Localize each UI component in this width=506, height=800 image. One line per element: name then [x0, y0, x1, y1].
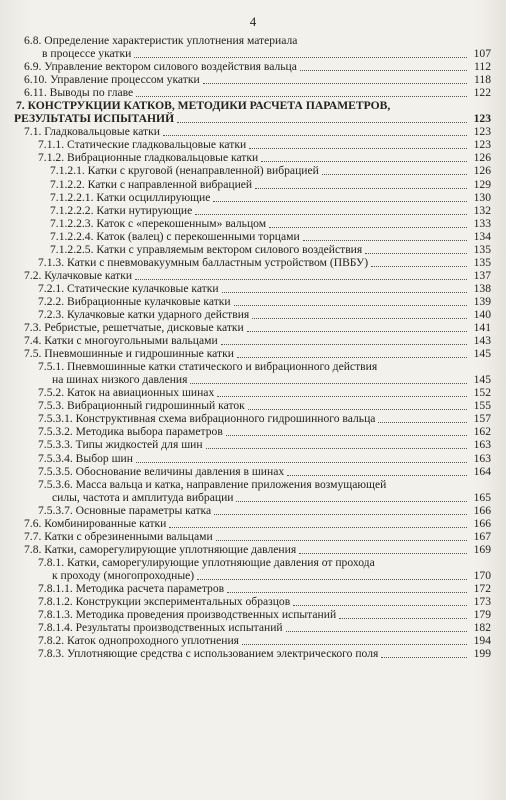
toc-entry-title: 6.10. Управление процессом укатки: [24, 73, 200, 87]
toc-entry-title: 7.1. Гладковальцовые катки: [24, 125, 160, 139]
toc-entry-page: 157: [473, 412, 491, 426]
toc-entry-title: 7.2.3. Кулачковые катки ударного действия: [38, 307, 250, 321]
toc-entry-page: 123: [473, 112, 491, 126]
toc-entry-title: 7.3. Ребристые, решетчатые, дисковые катки: [24, 321, 244, 335]
toc-entry-page: 145: [473, 347, 491, 361]
toc-entry: [0, 204, 506, 217]
toc-entry: [0, 86, 506, 99]
toc-entry-title: 7.1.2.2.4. Каток (валец) с перекошенными торцами: [50, 229, 300, 243]
toc-entry-page: 140: [473, 307, 491, 321]
toc-dot-leader: [303, 230, 467, 241]
toc-dot-leader: [190, 373, 467, 384]
toc-dot-leader: [339, 608, 467, 619]
toc-entry-page: 173: [473, 595, 491, 609]
toc-entry-page: 112: [474, 60, 491, 74]
toc-dot-leader: [293, 595, 467, 606]
toc-entry: [0, 647, 506, 660]
toc-entry-page: 107: [473, 47, 491, 61]
toc-entry: [0, 282, 506, 295]
toc-entry-title: 7.8. Катки, саморегулирующие уплотняющие давления: [24, 542, 297, 556]
toc-entry-page: 126: [473, 151, 491, 165]
toc-entry: [0, 73, 506, 86]
toc-entry-title: 7.5.3.7. Основные параметры катка: [38, 503, 212, 517]
toc-entry: [0, 321, 506, 334]
toc-entry-page: 133: [473, 216, 491, 230]
toc-entry: [0, 530, 506, 543]
toc-entry-title: 7.8.1. Катки, саморегулирующие уплотняющие давления от прохода: [38, 555, 375, 569]
toc-entry-title: 7.1.2. Вибрационные гладковальцовые катки: [38, 151, 259, 165]
toc-entry-page: 143: [473, 334, 491, 348]
toc-entry-page: 129: [473, 177, 491, 191]
toc-dot-leader: [134, 47, 467, 58]
toc-entry-page: 169: [473, 542, 491, 556]
toc-dot-leader: [203, 73, 467, 84]
page-number: 4: [249, 14, 257, 29]
toc-entry: [0, 347, 506, 360]
toc-entry: [0, 360, 506, 373]
toc-entry-title: 7.1.1. Статические гладковальцовые катки: [38, 138, 247, 152]
toc-entry-page: 126: [473, 164, 491, 178]
toc-entry: [0, 491, 506, 504]
toc-entry-title: 7.5.2. Каток на авиационных шинах: [38, 386, 215, 400]
toc-dot-leader: [227, 582, 467, 593]
toc-entry: [0, 478, 506, 491]
toc-entry-title: 6.9. Управление вектором силового воздействия вальца: [24, 60, 297, 74]
toc-entry-title: 7.7. Катки с обрезиненными вальцами: [24, 529, 213, 543]
toc-entry-title: 7.8.1.3. Методика проведения производственных испытаний: [38, 608, 337, 622]
toc-entry-page: 155: [473, 399, 491, 413]
toc-dot-leader: [242, 634, 467, 645]
toc-entry: [0, 47, 506, 60]
toc-entry-title: РЕЗУЛЬТАТЫ ИСПЫТАНИЙ: [14, 112, 175, 126]
toc-entry-title: 7.5.3.4. Выбор шин: [38, 451, 133, 465]
toc-entry: [0, 425, 506, 438]
toc-dot-leader: [286, 621, 467, 632]
toc-entry-page: 137: [473, 268, 491, 282]
toc-dot-leader: [177, 112, 467, 123]
toc-entry-title: 7.8.1.1. Методика расчета параметров: [38, 581, 225, 595]
toc-entry: [0, 556, 506, 569]
toc-entry-page: 130: [473, 190, 491, 204]
toc-entry-title: 7.1.2.2.1. Катки осциллирующие: [50, 190, 211, 204]
toc-entry-page: 139: [473, 294, 491, 308]
toc-entry: [0, 99, 506, 112]
toc-entry: [0, 386, 506, 399]
toc-entry-title: 7.1.2.2.3. Каток с «перекошенным» вальцом: [50, 216, 267, 230]
toc-entry-title: 7.8.1.4. Результаты производственных испытаний: [38, 621, 283, 635]
toc-entry: [0, 543, 506, 556]
toc-dot-leader: [322, 164, 467, 175]
toc-dot-leader: [236, 491, 467, 502]
toc-entry: [0, 621, 506, 634]
toc-entry-page: 123: [473, 125, 491, 139]
toc-dot-leader: [287, 465, 467, 476]
toc-dot-leader: [269, 217, 467, 228]
toc-entry-page: 123: [473, 138, 491, 152]
toc-dot-leader: [381, 647, 467, 658]
toc-entry-page: 122: [473, 86, 491, 100]
toc-dot-leader: [214, 504, 467, 515]
toc-entry: [0, 452, 506, 465]
toc-entry-title: 7.1.2.2.2. Катки нутирующие: [50, 203, 193, 217]
toc-entry-page: 135: [473, 242, 491, 256]
table-of-contents: [0, 34, 506, 660]
toc-entry-page: 152: [473, 386, 491, 400]
toc-entry: [0, 230, 506, 243]
toc-entry-title: 7. КОНСТРУКЦИИ КАТКОВ, МЕТОДИКИ РАСЧЕТА ПАРАМЕТРОВ,: [16, 99, 391, 113]
toc-dot-leader: [163, 125, 467, 136]
toc-entry-title: 7.8.3. Уплотняющие средства с использованием электрического поля: [38, 647, 379, 661]
toc-dot-leader: [234, 295, 467, 306]
toc-entry-title: 7.1.2.2. Катки с направленной вибрацией: [50, 177, 253, 191]
toc-entry: [0, 60, 506, 73]
toc-entry-title: 7.5. Пневмошинные и гидрошинные катки: [24, 347, 234, 361]
toc-dot-leader: [213, 191, 467, 202]
toc-dot-leader: [299, 543, 467, 554]
toc-dot-leader: [222, 282, 467, 293]
toc-entry-page: 163: [473, 438, 491, 452]
toc-entry-title: к проходу (многопроходные): [52, 568, 195, 582]
toc-entry-title: 7.2. Кулачковые катки: [24, 268, 133, 282]
toc-dot-leader: [255, 178, 467, 189]
toc-entry-page: 182: [473, 621, 491, 635]
toc-entry-title: на шинах низкого давления: [52, 373, 188, 387]
toc-entry: [0, 373, 506, 386]
toc-entry: [0, 178, 506, 191]
toc-entry-title: 7.6. Комбинированные катки: [24, 516, 167, 530]
toc-entry: [0, 399, 506, 412]
toc-dot-leader: [169, 517, 467, 528]
toc-entry-page: 165: [473, 490, 491, 504]
toc-entry: [0, 125, 506, 138]
toc-dot-leader: [136, 86, 467, 97]
toc-entry-title: в процессе укатки: [42, 47, 132, 61]
toc-entry-page: 166: [473, 503, 491, 517]
toc-entry: [0, 634, 506, 647]
toc-entry: [0, 582, 506, 595]
toc-entry-page: 172: [473, 581, 491, 595]
toc-entry-title: 7.5.3. Вибрационный гидрошинный каток: [38, 399, 245, 413]
toc-entry: [0, 191, 506, 204]
toc-dot-leader: [249, 138, 467, 149]
toc-entry-page: 194: [473, 634, 491, 648]
toc-entry-title: 7.2.2. Вибрационные кулачковые катки: [38, 294, 231, 308]
toc-entry-title: силы, частота и амплитуда вибрации: [52, 490, 234, 504]
toc-dot-leader: [300, 60, 467, 71]
toc-entry: [0, 569, 506, 582]
toc-entry-page: 134: [473, 229, 491, 243]
toc-entry-page: 164: [473, 464, 491, 478]
toc-entry: [0, 517, 506, 530]
toc-entry-page: 141: [473, 321, 491, 335]
toc-entry: [0, 164, 506, 177]
toc-entry-page: 170: [473, 568, 491, 582]
toc-dot-leader: [248, 399, 467, 410]
toc-dot-leader: [247, 321, 467, 332]
toc-dot-leader: [371, 256, 467, 267]
toc-entry-page: 199: [473, 647, 491, 661]
toc-entry-page: 132: [473, 203, 491, 217]
toc-dot-leader: [221, 334, 467, 345]
toc-entry-title: 7.8.2. Каток однопроходного уплотнения: [38, 634, 239, 648]
toc-entry-title: 7.1.2.2.5. Катки с управляемым вектором силового воздействия: [50, 242, 363, 256]
toc-entry-page: 167: [473, 529, 491, 543]
toc-entry-page: 138: [473, 281, 491, 295]
toc-entry-title: 7.1.2.1. Катки с круговой (ненаправленной) вибрацией: [50, 164, 319, 178]
toc-dot-leader: [261, 151, 467, 162]
toc-entry: [0, 438, 506, 451]
toc-entry-page: 166: [473, 516, 491, 530]
toc-dot-leader: [197, 569, 467, 580]
toc-entry: [0, 112, 506, 125]
toc-entry: [0, 243, 506, 256]
toc-entry: [0, 308, 506, 321]
toc-dot-leader: [237, 347, 467, 358]
toc-entry-title: 7.2.1. Статические кулачковые катки: [38, 281, 219, 295]
toc-entry-page: 163: [473, 451, 491, 465]
toc-entry-page: 135: [473, 255, 491, 269]
toc-entry: [0, 217, 506, 230]
toc-entry-title: 7.4. Катки с многоугольными вальцами: [24, 334, 218, 348]
toc-entry: [0, 334, 506, 347]
toc-dot-leader: [135, 269, 467, 280]
toc-entry: [0, 465, 506, 478]
toc-entry-title: 7.8.1.2. Конструкции экспериментальных образцов: [38, 595, 291, 609]
toc-dot-leader: [136, 452, 467, 463]
toc-entry-title: 7.5.3.6. Масса вальца и катка, направление приложения возмущающей: [38, 477, 387, 491]
toc-entry-title: 6.11. Выводы по главе: [24, 86, 134, 100]
toc-entry: [0, 34, 506, 47]
toc-dot-leader: [365, 243, 467, 254]
toc-entry-title: 7.5.3.3. Типы жидкостей для шин: [38, 438, 203, 452]
toc-entry-title: 6.8. Определение характеристик уплотнения материала: [24, 34, 298, 47]
toc-entry: [0, 138, 506, 151]
toc-entry-page: 179: [473, 608, 491, 622]
toc-dot-leader: [252, 308, 467, 319]
toc-dot-leader: [378, 412, 467, 423]
toc-entry: [0, 256, 506, 269]
toc-entry-title: 7.1.3. Катки с пневмовакуумным балластным устройством (ПВБУ): [38, 255, 369, 269]
toc-entry-title: 7.5.3.1. Конструктивная схема вибрационного гидрошинного вальца: [38, 412, 376, 426]
toc-entry: [0, 412, 506, 425]
toc-entry: [0, 504, 506, 517]
toc-dot-leader: [206, 438, 467, 449]
toc-entry: [0, 269, 506, 282]
toc-dot-leader: [195, 204, 467, 215]
toc-entry: [0, 608, 506, 621]
toc-entry-page: 145: [473, 373, 491, 387]
toc-dot-leader: [217, 386, 467, 397]
toc-entry-title: 7.5.1. Пневмошинные катки статического и вибрационного действия: [38, 360, 378, 374]
toc-entry-page: 162: [473, 425, 491, 439]
toc-entry: [0, 295, 506, 308]
toc-entry-title: 7.5.3.5. Обоснование величины давления в шинах: [38, 464, 285, 478]
toc-entry: [0, 595, 506, 608]
toc-entry-title: 7.5.3.2. Методика выбора параметров: [38, 425, 223, 439]
toc-entry-page: 118: [474, 73, 491, 87]
toc-dot-leader: [216, 530, 467, 541]
toc-dot-leader: [226, 425, 467, 436]
toc-entry: [0, 151, 506, 164]
